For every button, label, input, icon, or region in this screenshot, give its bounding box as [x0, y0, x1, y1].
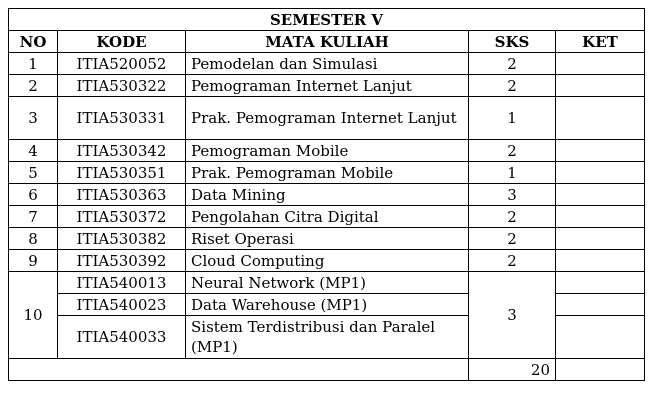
table-row — [9, 250, 645, 272]
row-no: 9 — [9, 250, 58, 272]
row-ket — [556, 140, 645, 162]
header-kode: KODE — [58, 31, 186, 53]
row-ket — [556, 250, 645, 272]
total-sks: 20 — [469, 359, 556, 381]
elective-mata-kuliah: Data Warehouse (MP1) — [186, 294, 469, 316]
row-mata-kuliah: Pemograman Mobile — [186, 140, 469, 162]
row-no: 7 — [9, 206, 58, 228]
row-ket — [556, 75, 645, 97]
row-mata-kuliah: Pemodelan dan Simulasi — [186, 53, 469, 75]
elective-no: 10 — [9, 272, 58, 359]
elective-row — [9, 272, 645, 294]
elective-mata-kuliah: Sistem Terdistribusi dan Paralel (MP1) — [186, 316, 469, 359]
header-row — [9, 31, 645, 53]
row-mata-kuliah: Prak. Pemograman Mobile — [186, 162, 469, 184]
row-no: 8 — [9, 228, 58, 250]
row-no: 3 — [9, 97, 58, 140]
row-sks: 2 — [469, 53, 556, 75]
semester-v-table — [8, 8, 645, 381]
header-mata-kuliah: MATA KULIAH — [186, 31, 469, 53]
row-kode: ITIA530331 — [58, 97, 186, 140]
table-row — [9, 184, 645, 206]
row-sks: 1 — [469, 162, 556, 184]
row-kode: ITIA530322 — [58, 75, 186, 97]
title-row — [9, 9, 645, 31]
semester-table-container — [8, 8, 645, 381]
row-mata-kuliah: Cloud Computing — [186, 250, 469, 272]
row-mata-kuliah: Prak. Pemograman Internet Lanjut — [186, 97, 469, 140]
row-no: 4 — [9, 140, 58, 162]
table-row — [9, 228, 645, 250]
row-sks: 2 — [469, 140, 556, 162]
row-kode: ITIA520052 — [58, 53, 186, 75]
table-row — [9, 75, 645, 97]
row-kode: ITIA530372 — [58, 206, 186, 228]
total-row — [9, 359, 645, 381]
row-no: 5 — [9, 162, 58, 184]
row-mata-kuliah: Pemograman Internet Lanjut — [186, 75, 469, 97]
row-mata-kuliah: Riset Operasi — [186, 228, 469, 250]
row-kode: ITIA530351 — [58, 162, 186, 184]
row-sks: 1 — [469, 97, 556, 140]
header-sks: SKS — [469, 31, 556, 53]
elective-kode: ITIA540033 — [58, 316, 186, 359]
table-row — [9, 140, 645, 162]
row-sks: 3 — [469, 184, 556, 206]
row-no: 2 — [9, 75, 58, 97]
row-ket — [556, 184, 645, 206]
elective-ket — [556, 316, 645, 359]
total-ket — [556, 359, 645, 381]
elective-ket — [556, 294, 645, 316]
row-sks: 2 — [469, 75, 556, 97]
table-row — [9, 162, 645, 184]
row-ket — [556, 162, 645, 184]
row-ket — [556, 228, 645, 250]
table-row — [9, 206, 645, 228]
row-kode: ITIA530392 — [58, 250, 186, 272]
row-sks: 2 — [469, 228, 556, 250]
elective-kode: ITIA540013 — [58, 272, 186, 294]
row-no: 1 — [9, 53, 58, 75]
table-row — [9, 53, 645, 75]
elective-ket — [556, 272, 645, 294]
row-kode: ITIA530382 — [58, 228, 186, 250]
table-title: SEMESTER V — [9, 9, 645, 31]
row-ket — [556, 97, 645, 140]
row-kode: ITIA530342 — [58, 140, 186, 162]
table-row — [9, 97, 645, 140]
header-no: NO — [9, 31, 58, 53]
total-label-cell — [9, 359, 469, 381]
elective-sks: 3 — [469, 272, 556, 359]
elective-kode: ITIA540023 — [58, 294, 186, 316]
row-ket — [556, 53, 645, 75]
row-kode: ITIA530363 — [58, 184, 186, 206]
row-mata-kuliah: Data Mining — [186, 184, 469, 206]
elective-mata-kuliah: Neural Network (MP1) — [186, 272, 469, 294]
row-sks: 2 — [469, 250, 556, 272]
row-sks: 2 — [469, 206, 556, 228]
row-no: 6 — [9, 184, 58, 206]
row-ket — [556, 206, 645, 228]
header-ket: KET — [556, 31, 645, 53]
row-mata-kuliah: Pengolahan Citra Digital — [186, 206, 469, 228]
